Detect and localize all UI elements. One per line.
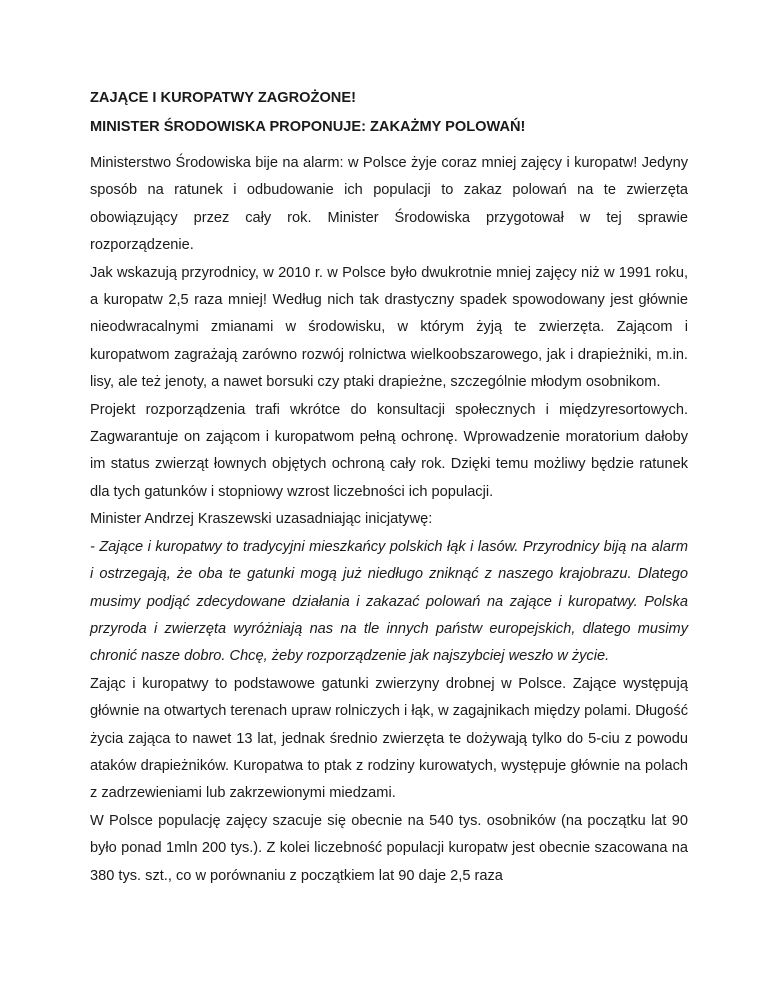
headline-secondary: MINISTER ŚRODOWISKA PROPONUJE: ZAKAŻMY POLOWAŃ! xyxy=(90,119,526,135)
paragraph-intro: Ministerstwo Środowiska bije na alarm: w Polsce żyje coraz mniej zajęcy i kuropatw! Jedyny sposób na ratunek i odbudowanie ich populacji to zakaz polowań na te zwierzęta obowiązujący przez cały rok. Minister Środowiska przygotował w tej sprawie rozporządzenie. xyxy=(90,155,688,254)
paragraph-population-decline: Jak wskazują przyrodnicy, w 2010 r. w Polsce było dwukrotnie mniej zajęcy niż w 1991 roku, a kuropatw 2,5 raza mniej! Według nich tak drastyczny spadek spowodowany jest głównie nieodwracalnymi zmianami w środowisku, w którym żyją te zwierzęta. Zającom i kuropatwom zagrażają zarówno rozwój rolnictwa wielkoobszarowego, jak i drapieżniki, m.in. lisy, ale też jenoty, a nawet borsuki czy ptaki drapieżne, szczególnie młodym osobnikom. xyxy=(90,264,688,391)
article-body xyxy=(90,150,688,890)
paragraph-regulation-project: Projekt rozporządzenia trafi wkrótce do konsultacji społecznych i międzyresortowych. Zagwarantuje on zającom i kuropatwom pełną ochronę. Wprowadzenie moratorium dałoby im status zwierząt łownych objętych ochroną cały rok. Dzięki temu możliwy będzie ratunek dla tych gatunków i stopniowy wzrost liczebności ich populacji. xyxy=(90,401,688,500)
paragraph-population-estimates: W Polsce populację zajęcy szacuje się obecnie na 540 tys. osobników (na początku lat 90 było ponad 1mln 200 tys.). Z kolei liczebność populacji kuropatw jest obecnie szacowana na 380 tys. szt., co w porównaniu z początkiem lat 90 daje 2,5 raza xyxy=(90,812,688,884)
headline-primary: ZAJĄCE I KUROPATWY ZAGROŻONE! xyxy=(90,90,356,106)
paragraph-species-info: Zając i kuropatwy to podstawowe gatunki zwierzyny drobnej w Polsce. Zające występują głównie na otwartych terenach upraw rolniczych i łąk, w zagajnikach między polami. Długość życia zająca to nawet 13 lat, jednak średnio zwierzęta te dożywają tylko do 5-ciu z powodu ataków drapieżników. Kuropatwa to ptak z rodziny kurowatych, występuje głównie na polach z zadrzewieniami lub zakrzewionymi miedzami. xyxy=(90,675,688,802)
document-page xyxy=(90,88,688,890)
paragraph-minister-intro: Minister Andrzej Kraszewski uzasadniając inicjatywę: xyxy=(90,511,433,528)
minister-quote: - Zające i kuropatwy to tradycyjni mieszkańcy polskich łąk i lasów. Przyrodnicy biją na alarm i ostrzegają, że oba te gatunki mogą już niedługo zniknąć z naszego krajobrazu. Dlatego musimy podjąć zdecydowane działania i zakazać polowań na zające i kuropatwy. Polska przyroda i zwierzęta wyróżniają nas na tle innych państw europejskich, dlatego musimy chronić nasze dobro. Chcę, żeby rozporządzenie jak najszybciej weszło w życie. xyxy=(90,538,688,665)
